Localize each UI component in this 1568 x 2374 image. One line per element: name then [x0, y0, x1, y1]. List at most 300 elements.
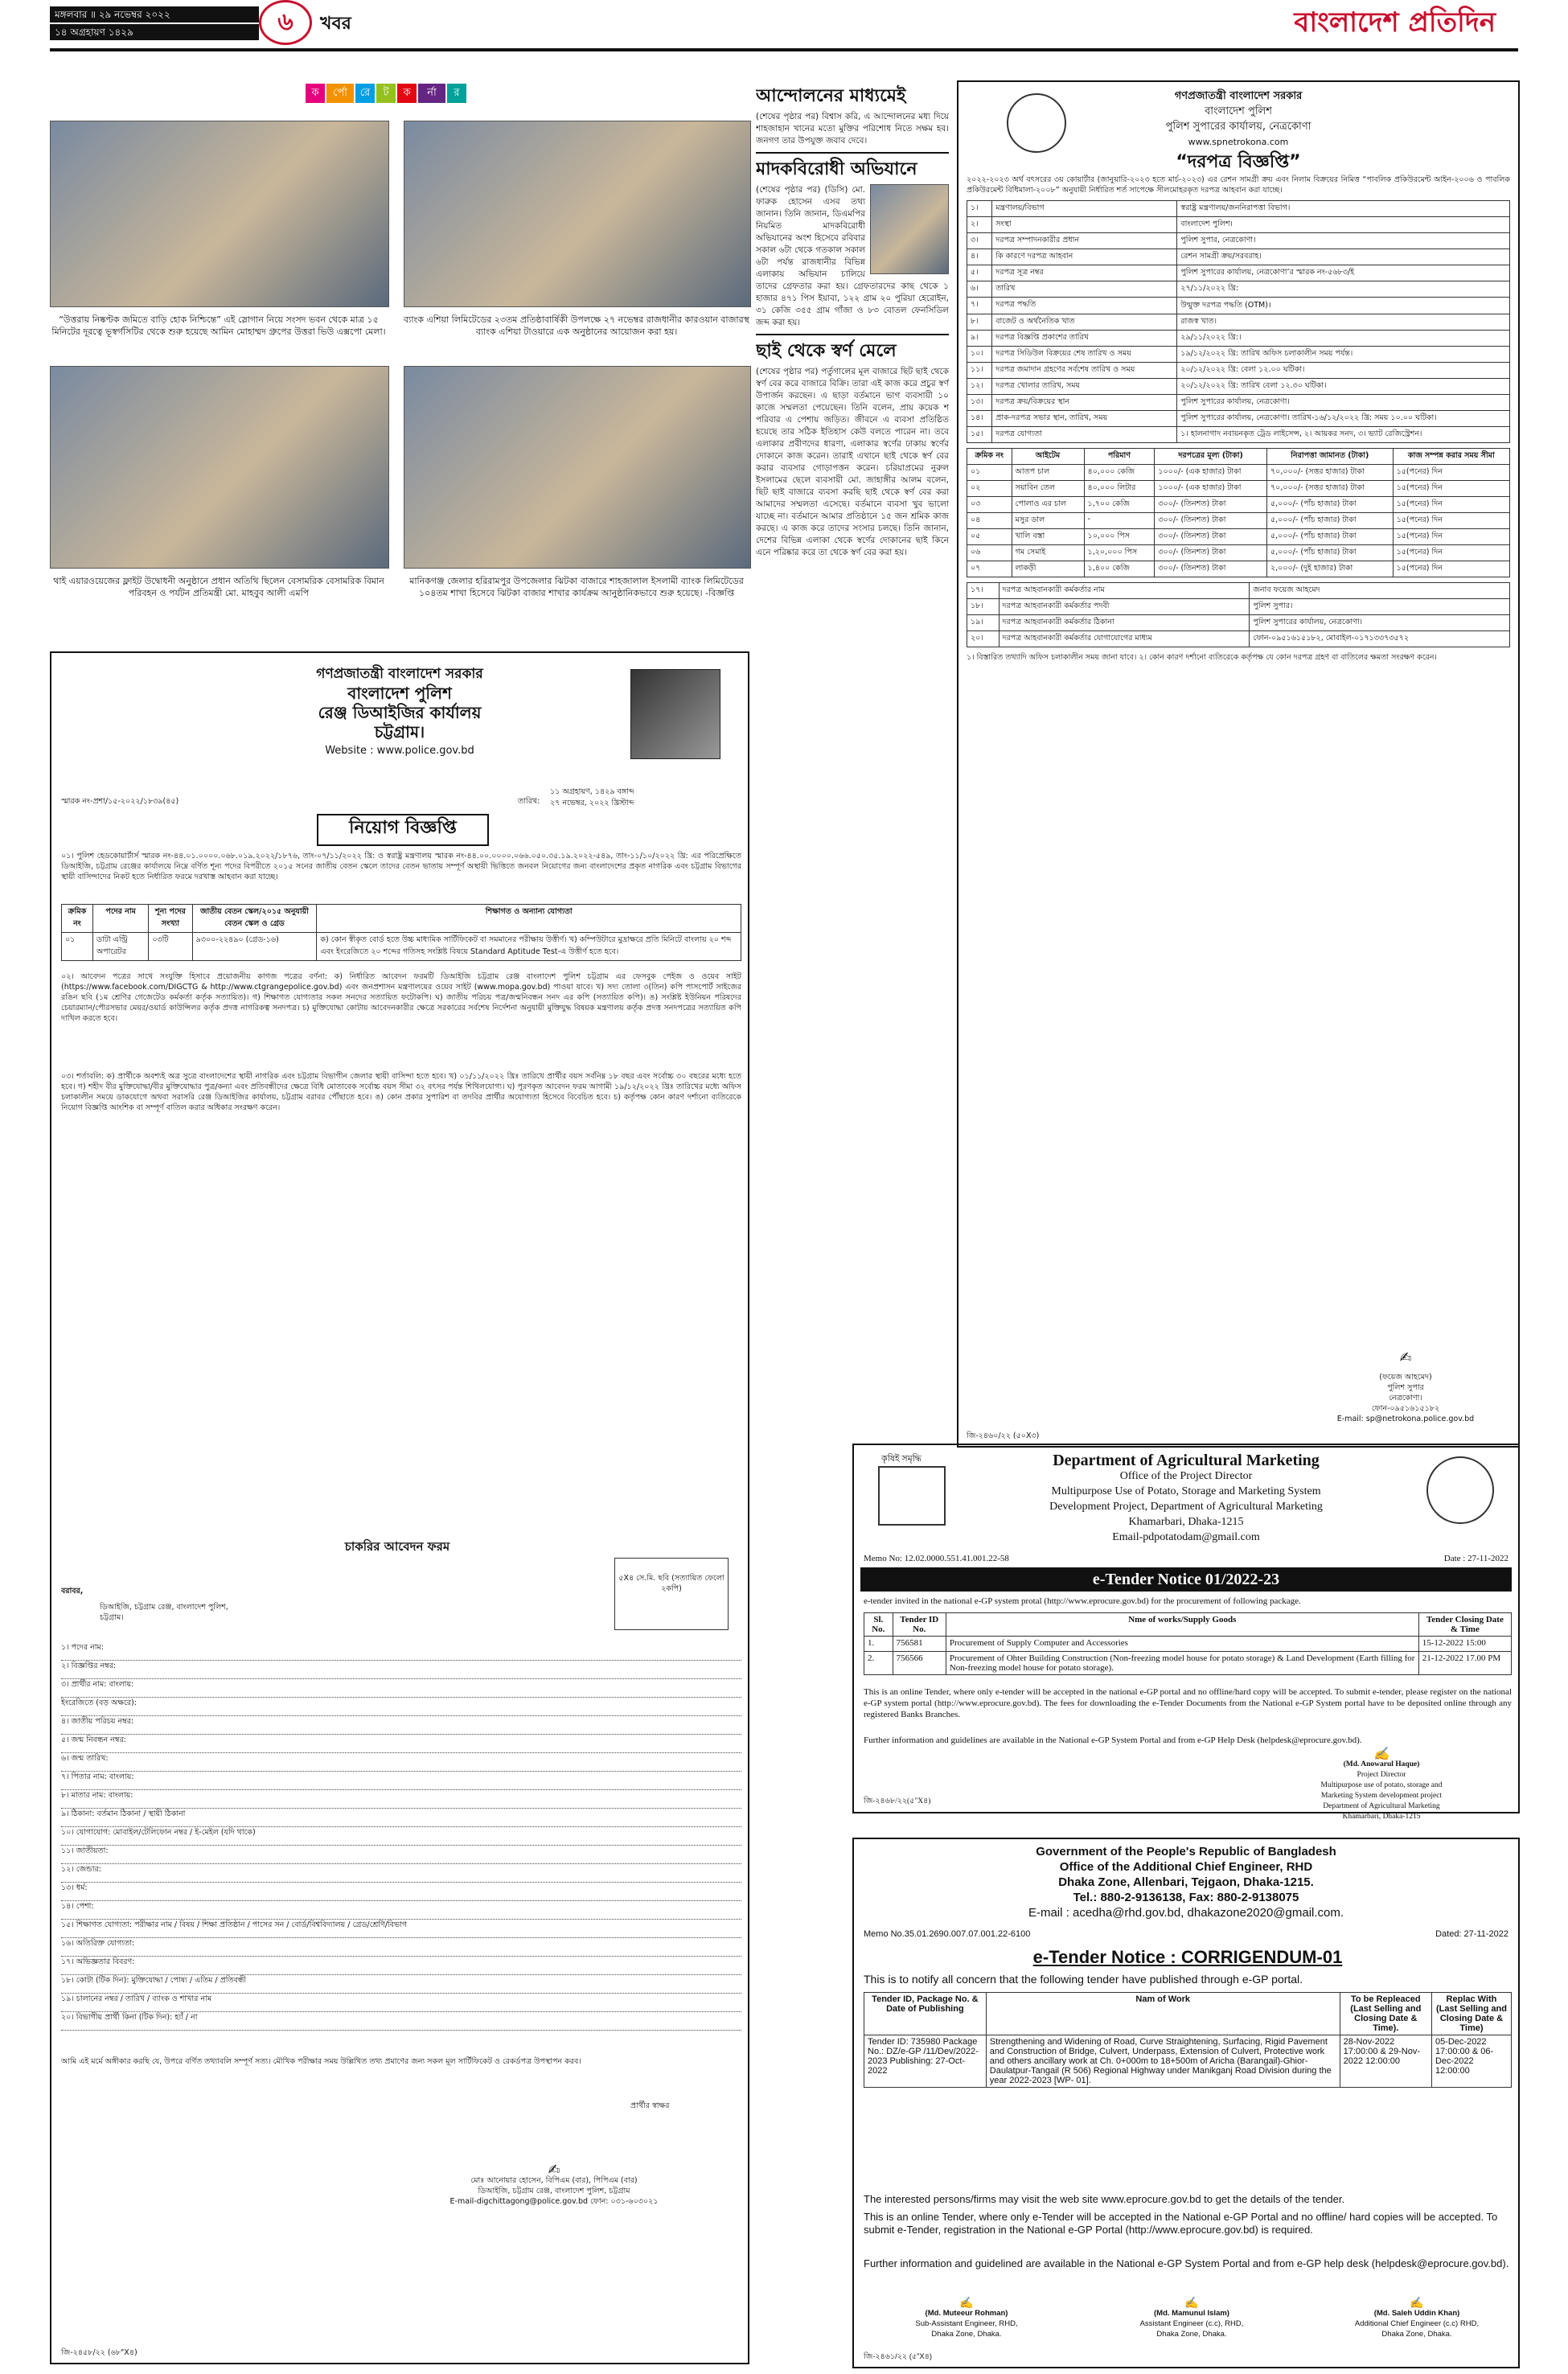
- table-cell: ১। হালনাগাদ নবায়নকৃত ট্রেড লাইসেন্স, ২। আয়কর সনদ, ৩। ভ্যাট রেজিস্ট্রেশন।: [1177, 427, 1510, 443]
- table-cell: Procurement of Ohter Building Construction (Non-freezing model house for potato storage) & Land Development (Earth filling for Non-freezing model house for potato storage).: [946, 1652, 1418, 1675]
- city-line: চট্টগ্রাম।: [374, 722, 425, 741]
- address-line: Dhaka Zone, Allenbari, Tejgaon, Dhaka-1215.: [1058, 1875, 1314, 1889]
- table-cell: রাজস্ব খাত।: [1177, 314, 1510, 331]
- office-line: Office of the Project Director: [1119, 1470, 1253, 1482]
- table-row: [864, 1993, 1512, 2035]
- table-cell: ২৭/১১/২০২২ খ্রি:: [1177, 281, 1510, 298]
- table-row: [967, 465, 1510, 481]
- table-cell: রেশন সামগ্রী ক্রয়/সরবরাহ।: [1177, 249, 1510, 265]
- tender-notes: ১। বিস্তারিত তথ্যাদি অফিস চলাকালীন সময় জানা যাবে। ২। কোন কারণ দর্শানো ব্যতিরেকে কর্তৃপক্ষ যে কোন দরপত্র গ্রহণ বা বাতিলের ক্ষমতা সংরক্ষণ করেন।: [967, 653, 1437, 662]
- memo-date: Dated: 27-11-2022: [1435, 1929, 1508, 1939]
- story-title: মাদকবিরোধী অভিযানে: [756, 159, 917, 179]
- table-cell: পুলিশ সুপারের কার্যালয়, নেত্রকোণা’র স্মারক নং-৫৬৮৩/ই: [1177, 265, 1510, 281]
- table-cell: পুলিশ সুপার।: [1250, 599, 1510, 615]
- corrigendum-table: [864, 1992, 1512, 2088]
- table-row: [967, 395, 1510, 411]
- table-cell: ক) কোন স্বীকৃত বোর্ড হতে উচ্চ মাধ্যমিক সার্টিফিকেট বা সমমানের পরীক্ষায় উত্তীর্ণ। খ) কম্পিউটারে মুদ্রাক্ষরে প্রতি মিনিটে বাংলায় ২০ শব্দ এবং ইংরেজিতে ২০ শব্দের গতিসহ সংশ্লিষ্ট বিষয়ে Standard Aptitude Test-এ উত্তীর্ণ হতে হবে।: [317, 933, 741, 961]
- notice-title: e-Tender Notice : CORRIGENDUM-01: [1032, 1947, 1343, 1967]
- table-row: [967, 265, 1510, 281]
- form-field: ১৮। কোটা (টিক দিন): মুক্তিযোদ্ধা / পোষ্য / এতিম / প্রতিবন্ধী: [61, 1975, 741, 1994]
- table-row: [864, 1613, 1512, 1637]
- table-cell: ফোন-০৯৫১৬১৫১৮২, মোবাইল-০১৭১৩৩৭৩৫৭২: [1250, 631, 1510, 647]
- table-cell: 2.: [864, 1652, 893, 1675]
- table-cell: ১০।: [967, 347, 992, 363]
- table-cell: ৭০,০০০/- (সত্তর হাজার) টাকা: [1266, 465, 1393, 481]
- table-cell: দরপত্র সিডিউল বিক্রয়ের শেষ তারিখ ও সময়: [992, 347, 1177, 363]
- signer-name: (Md. Mamunul Islam): [1154, 2309, 1229, 2318]
- notice-intro: e-tender invited in the national e-GP system protal (http://www.eprocure.gov.bd) for the procurement of following package.: [864, 1596, 1301, 1606]
- notice-para-3: Further information and guidelined are available in the National e-GP System Portal and from e-GP help desk (helpdesk@eprocure.gov.bd).: [864, 2257, 1509, 2269]
- form-field: ১৫। শিক্ষাগত যোগ্যতা: পরীক্ষার নাম / বিষয় / শিক্ষা প্রতিষ্ঠান / পাসের সন / বোর্ড/বিশ্ববিদ্যালয় / গ্রেড/শ্রেণি/বিভাগ: [61, 1920, 741, 1938]
- corner-letter: ট: [376, 84, 396, 103]
- table-row: [967, 281, 1510, 298]
- table-cell: Tender ID, Package No. & Date of Publishing: [864, 1993, 987, 2035]
- table-cell: ০৩: [967, 497, 1012, 513]
- table-cell: 1.: [864, 1637, 893, 1652]
- table-cell: বাজেট ও অর্থনৈতিক খাত: [992, 314, 1177, 331]
- middle-news-column: [756, 80, 949, 1407]
- table-cell: বাংলাদেশ পুলিশ।: [1177, 217, 1510, 233]
- caption-shahjalal-bank: মানিকগঞ্জ জেলার হরিরামপুর উপজেলার ঝিটকা বাজারে শাহজালাল ইসলামী ব্যাংক লিমিটেডের ১০৪তম শাখা হিসেবে ঝিটকা বাজার শাখার কার্যক্রম আনুষ্ঠানিকভাবে শুরু হয়েছে। -বিজ্ঞপ্তি: [409, 576, 744, 598]
- form-field: ২০। বিভাগীয় প্রার্থী কিনা (টিক দিন): হ্যাঁ / না: [61, 2012, 741, 2031]
- date-line: মঙ্গলবার ॥ ২৯ নভেম্বর ২০২২: [50, 6, 259, 23]
- masthead-logo: বাংলাদেশ প্রতিদিন: [1294, 6, 1496, 39]
- table-cell: পুলিশ সুপারের কার্যালয়, নেত্রকোণা।: [1177, 395, 1510, 411]
- e-tender-rhd-corrigendum: [852, 1838, 1520, 2368]
- table-cell: ৫,০০০/- (পাঁচ হাজার) টাকা: [1266, 545, 1393, 561]
- project-line-2: Development Project, Department of Agricultural Marketing: [1049, 1501, 1323, 1513]
- table-cell: ১।: [967, 201, 992, 217]
- table-row: [967, 545, 1510, 561]
- table-cell: ১২।: [967, 379, 992, 395]
- notice-title: নিয়োগ বিজ্ঞপ্তি: [317, 814, 489, 846]
- table-cell: ১৫(পনের) দিন: [1393, 481, 1509, 497]
- table-cell: ১৫(পনের) দিন: [1393, 497, 1509, 513]
- table-row: [967, 217, 1510, 233]
- table-cell: ১৩।: [967, 395, 992, 411]
- table-cell: 756581: [893, 1637, 946, 1652]
- signature-mark: ✍: [959, 2296, 974, 2309]
- photo-box: ৫X৪ সে.মি. ছবি (সত্যায়িত ফেলো ২কপি): [614, 1558, 729, 1630]
- table-cell: Strengthening and Widening of Road, Curve Straightening, Surfacing, Rigid Pavement and Construction of Bridge, Culvert, Underpass, Extension of Culvert, Protective work and others ancillary work at Ch. 0+000m to 18+500m of Aricha (Barangail)-Ghior-Daulatpur-Tangail (R 506) Regional Highway under Manikganj Road Division during the year 2022-2023 [WP- 01].: [986, 2035, 1340, 2088]
- table-cell: দরপত্র আহবানকারী কর্মকর্তার যোগাযোগের মাধ্যম: [999, 631, 1250, 647]
- table-cell: মসুর ডাল: [1012, 513, 1084, 529]
- table-cell: তারিখ: [992, 281, 1177, 298]
- table-cell: কাজ সম্পন্ন করার সময় সীমা: [1393, 449, 1509, 465]
- table-row: [967, 347, 1510, 363]
- table-row: [967, 314, 1510, 331]
- form-field: ১৩। ধর্ম:: [61, 1883, 741, 1901]
- table-cell: ১৫(পনের) দিন: [1393, 465, 1509, 481]
- table-cell: Nme of works/Supply Goods: [946, 1613, 1418, 1637]
- table-cell: দরপত্র সম্পাদনকারীর প্রধান: [992, 233, 1177, 249]
- table-cell: দরপত্র সূত্র নম্বর: [992, 265, 1177, 281]
- form-title: চাকরির আবেদন ফরম: [344, 1539, 450, 1554]
- corner-letter: রে: [355, 84, 375, 103]
- table-row: [967, 331, 1510, 347]
- table-cell: ১৫।: [967, 427, 992, 443]
- table-cell: ২,০০০/- (দুই হাজার) টাকা: [1266, 561, 1393, 577]
- corner-letter: র: [447, 84, 466, 103]
- table-cell: Replac With (Last Selling and Closing Date & Time): [1431, 1993, 1511, 2035]
- table-cell: লাকড়ী: [1012, 561, 1084, 577]
- table-row: [967, 298, 1510, 314]
- table-row: [62, 933, 741, 961]
- table-cell: স্বরাষ্ট্র মন্ত্রণালয়/জননিরাপত্তা বিভাগ।: [1177, 201, 1510, 217]
- table-row: [967, 529, 1510, 545]
- form-field: ৫। জন্ম নিবন্ধন নম্বর:: [61, 1735, 741, 1753]
- story-title: ছাই থেকে স্বর্ণ মেলে: [756, 341, 897, 361]
- table-cell: ১,২০,০০০ পিস: [1084, 545, 1155, 561]
- section-name: খবর: [320, 14, 351, 34]
- gov-line: গণপ্রজাতন্ত্রী বাংলাদেশ সরকার: [316, 666, 483, 682]
- ad-ref: জি-২৪৫৮/২২ (৬৮"X৪): [61, 2348, 138, 2357]
- table-cell: পুলিশ সুপারের কার্যালয়, নেত্রকোণা।: [1250, 615, 1510, 631]
- form-field: ৮। মাতার নাম: বাংলায়:: [61, 1790, 741, 1809]
- table-cell: ০১: [967, 465, 1012, 481]
- address-line: Khamarbari, Dhaka-1215: [1128, 1516, 1244, 1528]
- table-row: [967, 427, 1510, 443]
- date-label: তারিখ:: [518, 797, 540, 806]
- table-cell: ৩০০/- (তিনশত) টাকা: [1155, 529, 1267, 545]
- table-cell: দরপত্র আহবানকারী কর্মকর্তার পদবী: [999, 599, 1250, 615]
- table-cell: ১৮।: [967, 599, 999, 615]
- table-cell: ০৬: [967, 545, 1012, 561]
- table-row: [967, 513, 1510, 529]
- signer-email: E-mail: sp@netrokona.police.gov.bd: [1336, 1415, 1475, 1423]
- table-cell: ১৯।: [967, 615, 999, 631]
- table-cell: ০৭: [967, 561, 1012, 577]
- table-cell: ১০,০০০ পিস: [1084, 529, 1155, 545]
- table-row: [967, 497, 1510, 513]
- form-field: ১২। জেন্ডার:: [61, 1864, 741, 1883]
- table-cell: খালি বস্তা: [1012, 529, 1084, 545]
- table-cell: 28-Nov-2022 17:00:00 & 29-Nov-2022 12:00:00: [1340, 2035, 1431, 2088]
- signer-title: Additional Chief Engineer (c.c) RHD,: [1354, 2319, 1480, 2328]
- table-cell: পুলিশ সুপার, নেত্রকোণা।: [1177, 233, 1510, 249]
- table-cell: আইটেম: [1012, 449, 1084, 465]
- ad-ref: জি-২৪৬০/২২ (৫০X৩): [967, 1431, 1040, 1440]
- gov-line: গণপ্রজাতন্ত্রী বাংলাদেশ সরকার: [1174, 90, 1303, 102]
- signer-office: Dhaka Zone, Dhaka.: [931, 2330, 1002, 2339]
- table-row: [967, 379, 1510, 395]
- tender-items-table: [967, 448, 1510, 577]
- office-line: রেঞ্জ ডিআইজির কার্যালয়: [318, 703, 482, 722]
- notice-para-1: ০১। পুলিশ হেডকোয়ার্টার্স স্মারক নং-৪৪.০১.০০০০.০৬৮.০১৯.২০২২/১৮৭৬, তাং-০৭/১১/২০২২ খ্রি: ও স্বরাষ্ট্র মন্ত্রণালয় স্মারক নং-৪৪.০০.০০০০.০৬৬.০৫০.৩৫.১৯.২০২২-৫৪৯, তাং-১১/১০/২০২২ খ্রি: এর পরিপ্রেক্ষিতে ডিআইজি, চট্টগ্রাম রেঞ্জের কার্যালয়ে নিম্নে বর্ণিত শূন্য পদের বিপরীতে ২০১৫ সনের জাতীয় বেতন স্কেলে তাদের বেতন ভাতায় সম্পূর্ণ অস্থায়ী ভিত্তিতে জনবল নিয়োগের জন্য বাংলাদেশের প্রকৃত নাগরিক এবং চট্টগ্রাম বিভাগের স্থায়ী বাসিন্দাদের নিকট হতে নির্ধারিত ফরমে দরখাস্ত আহবান করা যাচ্ছে।: [61, 852, 741, 881]
- table-cell: -: [1084, 513, 1155, 529]
- table-row: [967, 411, 1510, 427]
- tender-table: [864, 1612, 1512, 1675]
- table-cell: ৪।: [967, 249, 992, 265]
- job-notice-chattogram: [50, 651, 749, 2364]
- table-row: [967, 233, 1510, 249]
- notice-intro: ২০২২-২০২৩ অর্থ বৎসরের ৩য় কোয়ার্টার (জানুয়ারি-২০২৩ হতে মার্চ-২০২৩) এর রেশন সামগ্রী ক্রয় এবং নিলাম বিক্রয়ের নিমিত্ত “পাবলিক প্রকিউরমেন্ট আইন-২০০৬ ও পাবলিক প্রকিউরমেন্ট বিধিমালা-২০০৮” অনুযায়ী নির্ধারিত শর্ত সাপেক্ষে সীলমোহরকৃত দরপত্র আহবান করা যাচ্ছে।: [967, 175, 1510, 195]
- table-cell: ৯৩০০-২২৪৯০ (গ্রেড-১৬): [192, 933, 317, 961]
- notice-para-2: Further information and guidelines are available in the National e-GP System Portal and from e-GP Help Desk (helpdesk@eprocure.gov.bd).: [864, 1735, 1362, 1745]
- to-label: বরাবর,: [61, 1587, 84, 1596]
- signature-mark: ✍: [1184, 2296, 1199, 2309]
- table-cell: ক্রমিক নং: [62, 905, 93, 933]
- table-cell: Nam of Work: [986, 1993, 1340, 2035]
- page-number: ৬: [259, 0, 312, 45]
- signer-contact: E-mail-digchittagong@police.gov.bd ফোন: ০৩১-৬০৩০২১: [449, 2197, 659, 2206]
- table-cell: ১৫(পনের) দিন: [1393, 545, 1509, 561]
- mujib-portrait: [630, 669, 720, 759]
- signer-name: (ফয়েজ আহমেদ): [1379, 1373, 1432, 1382]
- signature-mark: ✍: [1373, 1748, 1389, 1761]
- table-cell: পরিমাণ: [1084, 449, 1155, 465]
- signer-line: Department of Agricultural Marketing: [1323, 1802, 1440, 1810]
- email-line[interactable]: Email-pdpotatodam@gmail.com: [1112, 1531, 1260, 1543]
- table-cell: ১৫(পনের) দিন: [1393, 561, 1509, 577]
- form-field: ১। পদের নাম:: [61, 1642, 741, 1661]
- table-cell: 05-Dec-2022 17:00:00 & 06-Dec-2022 12:00:00: [1431, 2035, 1511, 2088]
- table-cell: ৫,০০০/- (পাঁচ হাজার) টাকা: [1266, 513, 1393, 529]
- email-line[interactable]: E-mail : acedha@rhd.gov.bd, dhakazone2020@gmail.com.: [1028, 1906, 1344, 1920]
- table-cell: প্রাক-দরপত্র সভার স্থান, তারিখ, সময়: [992, 411, 1177, 427]
- notice-para-1: This is an online Tender, where only e-tender will be accepted in the national e-GP portal and no offline/hard copy will be accepted. To submit e-tender, please register on the national e-GP system portal (http://www.eprocure.gov.bd). The fees for downloading the e-Tender Documents from the National e-GP System portal have to be deposited online through any registered Banks Branches.: [864, 1687, 1512, 1719]
- table-cell: ০২: [967, 481, 1012, 497]
- table-cell: জনাব ফয়েজ আহমেদ: [1250, 583, 1510, 599]
- table-row: [864, 2035, 1512, 2088]
- web-link[interactable]: Website : www.police.gov.bd: [325, 745, 474, 757]
- corner-letter: র্পো: [326, 84, 354, 103]
- form-field: ১৪। পেশা:: [61, 1901, 741, 1920]
- caption-thai-airways: থাই এয়ারওয়েজের ফ্লাইট উদ্বোধনী অনুষ্ঠানে প্রধান অতিথি ছিলেন বেসামরিক বেসামরিক বিমান পরিবহন ও পর্যটন প্রতিমন্ত্রী মো. মাহবুব আলী এমপি: [53, 576, 384, 598]
- signer-title: Project Director: [1357, 1771, 1406, 1779]
- agri-logo-icon: [878, 1466, 946, 1526]
- table-cell: দরপত্র খোলার তারিখ, সময়: [992, 379, 1177, 395]
- table-cell: ডাটা এন্ট্রি অপারেটর: [92, 933, 148, 961]
- date-bangla: ১১ অগ্রহায়ণ, ১৪২৯ বঙ্গাব্দ: [550, 787, 634, 796]
- table-cell: ৭০,০০০/- (সত্তর হাজার) টাকা: [1266, 481, 1393, 497]
- table-cell: দরপত্র পদ্ধতি: [992, 298, 1177, 314]
- table-cell: ০১: [62, 933, 93, 961]
- job-table: [61, 904, 741, 961]
- web-link[interactable]: www.spnetrokona.com: [1188, 137, 1289, 147]
- memo-number: Memo No: 12.02.0000.551.41.001.22-58: [864, 1554, 1009, 1563]
- memo-number: স্মারক নং-প্রশা/১৫-২০২২/১৮৩৯(৪৫): [61, 797, 179, 806]
- table-cell: 15-12-2022 15:00: [1418, 1637, 1511, 1652]
- table-row: [967, 583, 1510, 599]
- form-field: ৬। জন্ম তারিখ:: [61, 1753, 741, 1772]
- table-cell: ৭।: [967, 298, 992, 314]
- form-field: ৭। পিতার নাম: বাংলায়:: [61, 1772, 741, 1790]
- table-row: [967, 481, 1510, 497]
- gov-line: Government of the People's Republic of Bangladesh: [1036, 1845, 1336, 1859]
- table-row: [967, 631, 1510, 647]
- table-cell: আতপ চাল: [1012, 465, 1084, 481]
- signer-office: Dhaka Zone, Dhaka.: [1156, 2330, 1227, 2339]
- photo-uttara-expo: [50, 121, 389, 307]
- table-row: [864, 1652, 1512, 1675]
- caption-bank-asia: ব্যাংক এশিয়া লিমিটেডের ২৩তম প্রতিষ্ঠাবার্ষিকী উপলক্ষে ২৭ নভেম্বর রাজধানীর কারওয়ান বাজারস্থ ব্যাংক এশিয়া টাওয়ারে এক অনুষ্ঠানের আয়োজন করা হয়।: [404, 314, 749, 337]
- signer-title: পুলিশ সুপার: [1387, 1383, 1424, 1392]
- eligibility-conditions: ০৩। শর্তাবলি: ক) প্রার্থীকে অবশ্যই অত্র সুত্রে বাংলাদেশের স্থায়ী নাগরিক এবং চট্টগ্রাম বিভাগীন জেলার স্থায়ী বাসিন্দা হতে হবে। খ) ০১/১১/২০২২ খ্রিঃ তারিখে প্রার্থীর বয়স সর্বনিম্ন ১৮ বছর এবং সর্বোচ্চ ৩০ বছরের মধ্যে হতে হবে। গ) শহীদ বীর মুক্তিযোদ্ধা/বীর মুক্তিযোদ্ধার পুত্র/কন্যা এবং প্রতিবন্ধীদের ক্ষেত্রে বিধি মোতাবেক সর্বোচ্চ বয়স সীমা ৩২ বৎসর পর্যন্ত শিথিলযোগ্য। ঘ) পূরণকৃত আবেদন ফরম আগামী ১৯/১২/২০২২ খ্রিঃ তারিখের মধ্যে অফিস চলাকালীন সময়ে ডাকযোগে অথবা সরাসরি রেঞ্জ ডিআইজির কার্যালয়, চট্টগ্রাম বরাবর পৌঁছাতে হবে। ঙ) কোন প্রকার সুপারিশ বা তদবির প্রার্থীর অযোগ্যতা হিসেবে বিবেচিত হবে। চ) কর্তৃপক্ষ কোন কারণ দর্শানো ব্যতিরেকে নিয়োগ বিজ্ঞপ্তি আংশিক বা সম্পূর্ণ বাতিল করার অধিকার সংরক্ষণ করেন।: [61, 1072, 741, 1112]
- table-row: [967, 249, 1510, 265]
- form-field: ৪। জাতীয় পরিচয় নম্বর:: [61, 1716, 741, 1735]
- table-cell: ০৩টি: [149, 933, 192, 961]
- table-cell: দরপত্র জমাদান গ্রহণের সর্বশেষ তারিখ ও সময়: [992, 363, 1177, 379]
- table-cell: ৫,০০০/- (পাঁচ হাজার) টাকা: [1266, 529, 1393, 545]
- signer-name: (Md. Muteeur Rohman): [925, 2309, 1008, 2318]
- table-cell: ১৫(পনের) দিন: [1393, 513, 1509, 529]
- table-row: [967, 449, 1510, 465]
- signature-mark: ✍: [1410, 2296, 1424, 2309]
- ad-ref: জি-২৪৬৮/২২(৫"X৪): [864, 1797, 931, 1805]
- table-row: [967, 615, 1510, 631]
- table-cell: ক্রমিক নং: [967, 449, 1012, 465]
- form-field: ১৬। অতিরিক্ত যোগ্যতা:: [61, 1938, 741, 1957]
- tender-info-table: [967, 200, 1510, 443]
- table-cell: To be Repleaced (Last Selling and Closing Date & Time).: [1340, 1993, 1431, 2035]
- table-cell: শিক্ষাগত ও অন্যান্য যোগ্যতা: [317, 905, 741, 933]
- dept-line: Department of Agricultural Marketing: [1053, 1452, 1320, 1469]
- table-cell: ১৭।: [967, 583, 999, 599]
- table-cell: 21-12-2022 17.00 PM: [1418, 1652, 1511, 1675]
- table-cell: Procurement of Supply Computer and Accessories: [946, 1637, 1418, 1652]
- notice-title: “দরপত্র বিজ্ঞপ্তি”: [1176, 152, 1301, 172]
- dept-line: বাংলাদেশ পুলিশ: [1205, 105, 1272, 117]
- agri-tagline: কৃষিই সমৃদ্ধি: [881, 1454, 922, 1464]
- table-cell: ৫,০০০/- (পাঁচ হাজার) টাকা: [1266, 497, 1393, 513]
- e-tender-agri-marketing: [852, 1444, 1520, 1821]
- tender-notice-netrokona: [957, 80, 1520, 1448]
- photo-thai-airways: [50, 366, 389, 569]
- form-field: ১৯। চালানের নম্বর / তারিখ / ব্যাংক ও শাখার নাম: [61, 1994, 741, 2012]
- dept-line: বাংলাদেশ পুলিশ: [347, 684, 452, 703]
- ad-ref: জি-২৪৬১/২২ (৫"X৪): [864, 2352, 933, 2361]
- table-cell: দরপত্রের মূল্য (টাকা): [1155, 449, 1267, 465]
- table-cell: Tender ID: 735980 Package No.: DZ/e-GP /11/Dev/2022-2023 Publishing: 27-Oct-2022: [864, 2035, 987, 2088]
- memo-number: Memo No.35.01.2690.007.07.001.22-6100: [864, 1929, 1031, 1939]
- phone-line: Tel.: 880-2-9136138, Fax: 880-2-9138075: [1073, 1891, 1299, 1904]
- story-title: আন্দোলনের মাধ্যমেই: [756, 86, 906, 106]
- form-field: ৯। ঠিকানা: বর্তমান ঠিকানা / স্থায়ী ঠিকানা: [61, 1809, 741, 1827]
- table-cell: ৩০০/- (তিনশত) টাকা: [1155, 497, 1267, 513]
- table-row: [967, 201, 1510, 217]
- table-cell: সয়াবিন তেল: [1012, 481, 1084, 497]
- signer-name: (Md. Anowarul Haque): [1343, 1760, 1420, 1768]
- tender-contact-table: [967, 582, 1510, 647]
- table-cell: উন্মুক্ত দরপত্র পদ্ধতি (OTM)।: [1177, 298, 1510, 314]
- table-cell: ১৫(পনের) দিন: [1393, 529, 1509, 545]
- divider: [756, 152, 949, 154]
- corner-letter: ক: [397, 84, 417, 103]
- to-address: ডিআইজি, চট্টগ্রাম রেঞ্জ, বাংলাদেশ পুলিশ, চট্টগ্রাম।: [100, 1603, 228, 1622]
- application-form: [61, 1642, 741, 2031]
- table-cell: ৫।: [967, 265, 992, 281]
- form-field: ১০। যোগাযোগ: মোবাইল/টেলিফোন নম্বর / ই-মেইল (যদি থাকে): [61, 1827, 741, 1846]
- form-field: ৩। প্রার্থীর নাম: বাংলায়:: [61, 1679, 741, 1698]
- signature-block-2: [1095, 2298, 1288, 2339]
- signer-name: মোঃ আনোয়ার হোসেন, বিপিএম (বার), পিপিএম (বার): [470, 2176, 638, 2185]
- signer-line: Multipurpose use of potato, storage and: [1320, 1781, 1443, 1789]
- table-cell: ১,৭০০ কেজি: [1084, 497, 1155, 513]
- table-cell: ৯।: [967, 331, 992, 347]
- project-line-1: Multipurpose Use of Potato, Storage and Marketing System: [1051, 1485, 1321, 1497]
- signature-mark: ✍: [1399, 1349, 1412, 1366]
- date-english: ২৭ নভেম্বর, ২০২২ খ্রিস্টাব্দ: [550, 799, 634, 807]
- applicant-signature-label: প্রার্থীর স্বাক্ষর: [630, 2101, 670, 2110]
- notice-para-2: This is an online Tender, where only e-Tender will be accepted in the National e-GP Portal and no offline/ hard copies will be accepted. To submit e-Tender, registration in the National e-GP Portal (http://www.eprocure.gov.bd) is required.: [864, 2211, 1498, 2236]
- signer-line: Khamarbari, Dhaka-1215: [1342, 1813, 1421, 1821]
- signer-office: Dhaka Zone, Dhaka.: [1381, 2330, 1452, 2339]
- signature-block-3: [1320, 2298, 1513, 2339]
- table-cell: ৪০,০০০ লিটার: [1084, 481, 1155, 497]
- signer-line: Marketing System development project: [1320, 1792, 1443, 1800]
- table-cell: নিরাপত্তা জামানত (টাকা): [1266, 449, 1393, 465]
- table-cell: পদের নাম: [92, 905, 148, 933]
- table-cell: Tender ID No.: [893, 1613, 946, 1637]
- signer-title: Assistant Engineer (c.c), RHD,: [1139, 2319, 1244, 2328]
- table-row: [62, 905, 741, 933]
- table-cell: ০৪: [967, 513, 1012, 529]
- table-cell: দরপত্র ক্রয়/বিক্রয়ের স্থান: [992, 395, 1177, 411]
- story-body: (শেষের পৃষ্ঠার পর) বিশ্বাস করি, এ আন্দোলনের মধ্য দিয়ে শাহজাহান খানের মতো মুক্তির পরিশোধ নিতে সক্ষম হব। জনগণ তার উপযুক্ত জবাব দেবে।: [756, 112, 949, 146]
- photo-bank-asia: [404, 121, 751, 307]
- table-cell: ৩০০/- (তিনশত) টাকা: [1155, 545, 1267, 561]
- notice-para-1: The interested persons/firms may visit the web site www.eprocure.gov.bd to get the details of the tender.: [864, 2193, 1345, 2205]
- corporate-corner: [50, 80, 749, 643]
- signature-mark: ✍: [548, 2162, 560, 2179]
- table-cell: শূন্য পদের সংখ্যা: [149, 905, 192, 933]
- office-line: Office of the Additional Chief Engineer, RHD: [1059, 1860, 1313, 1874]
- memo-date: Date : 27-11-2022: [1443, 1554, 1508, 1563]
- table-cell: ৮।: [967, 314, 992, 331]
- table-cell: জাতীয় বেতন স্কেল/২০১৫ অনুযায়ী বেতন স্কেল ও গ্রেড: [192, 905, 317, 933]
- table-cell: ১৯/১২/২০২২ খ্রি: তারিখ অফিস চলাকালীন সময় পর্যন্ত।: [1177, 347, 1510, 363]
- table-cell: ১,৪০০ কেজি: [1084, 561, 1155, 577]
- notice-intro: This is to notify all concern that the following tender have published through e-GP portal.: [864, 1973, 1303, 1986]
- divider: [756, 334, 949, 335]
- table-cell: গম সেমাই: [1012, 545, 1084, 561]
- form-field: ১৭। অভিজ্ঞতার বিবরণ:: [61, 1957, 741, 1975]
- bangla-date: ১৪ অগ্রহায়ণ ১৪২৯: [50, 24, 259, 40]
- header-rule: [50, 48, 1518, 51]
- table-cell: ০৫: [967, 529, 1012, 545]
- photo-shahjalal-bank: [404, 366, 751, 569]
- table-cell: ২।: [967, 217, 992, 233]
- table-cell: দরপত্র আহবানকারী কর্মকর্তার ঠিকানা: [999, 615, 1250, 631]
- signature-block-1: [870, 2298, 1063, 2339]
- table-cell: কি কারণে দরপত্র আহবান: [992, 249, 1177, 265]
- corner-letter: র্না: [418, 84, 445, 103]
- table-cell: ৩।: [967, 233, 992, 249]
- table-cell: দরপত্র যোগ্যতা: [992, 427, 1177, 443]
- form-field: ১১। জাতীয়তা:: [61, 1846, 741, 1864]
- table-cell: মন্ত্রণালয়/বিভাগ: [992, 201, 1177, 217]
- table-cell: ৩০০/- (তিনশত) টাকা: [1155, 561, 1267, 577]
- signer-phone: ফোন-০৯৫১৬১৫১৮২: [1371, 1404, 1440, 1413]
- table-cell: Tender Closing Date & Time: [1418, 1613, 1511, 1637]
- declaration: আমি এই মর্মে অঙ্গীকার করছি যে, উপরে বর্ণিত তথ্যাবলি সম্পূর্ণ সত্য। মৌখিক পরীক্ষার সময় উল্লিখিত তথ্য প্রমাণের জন্য সকল মূল সার্টিফিকেট ও রেকর্ডপত্র উপস্থাপন করব।: [61, 2057, 581, 2066]
- table-cell: ৪০,০০০ কেজি: [1084, 465, 1155, 481]
- table-cell: সংস্থা: [992, 217, 1177, 233]
- table-cell: ২০।: [967, 631, 999, 647]
- govt-seal-icon: [1426, 1456, 1494, 1524]
- table-cell: ১১।: [967, 363, 992, 379]
- table-cell: দরপত্র বিজ্ঞপ্তি প্রকাশের তারিখ: [992, 331, 1177, 347]
- table-cell: ৩০০/- (তিনশত) টাকা: [1155, 513, 1267, 529]
- office-line: পুলিশ সুপারের কার্যালয়, নেত্রকোণা: [1165, 121, 1311, 133]
- table-cell: ১০০০/- (এক হাজার) টাকা: [1155, 481, 1267, 497]
- form-field: ২। বিজ্ঞপ্তির নম্বর:: [61, 1661, 741, 1679]
- table-cell: দরপত্র আহবানকারী কর্মকর্তার নাম: [999, 583, 1250, 599]
- table-cell: পোলাও এর চাল: [1012, 497, 1084, 513]
- photo-news: [870, 184, 949, 274]
- table-cell: 756566: [893, 1652, 946, 1675]
